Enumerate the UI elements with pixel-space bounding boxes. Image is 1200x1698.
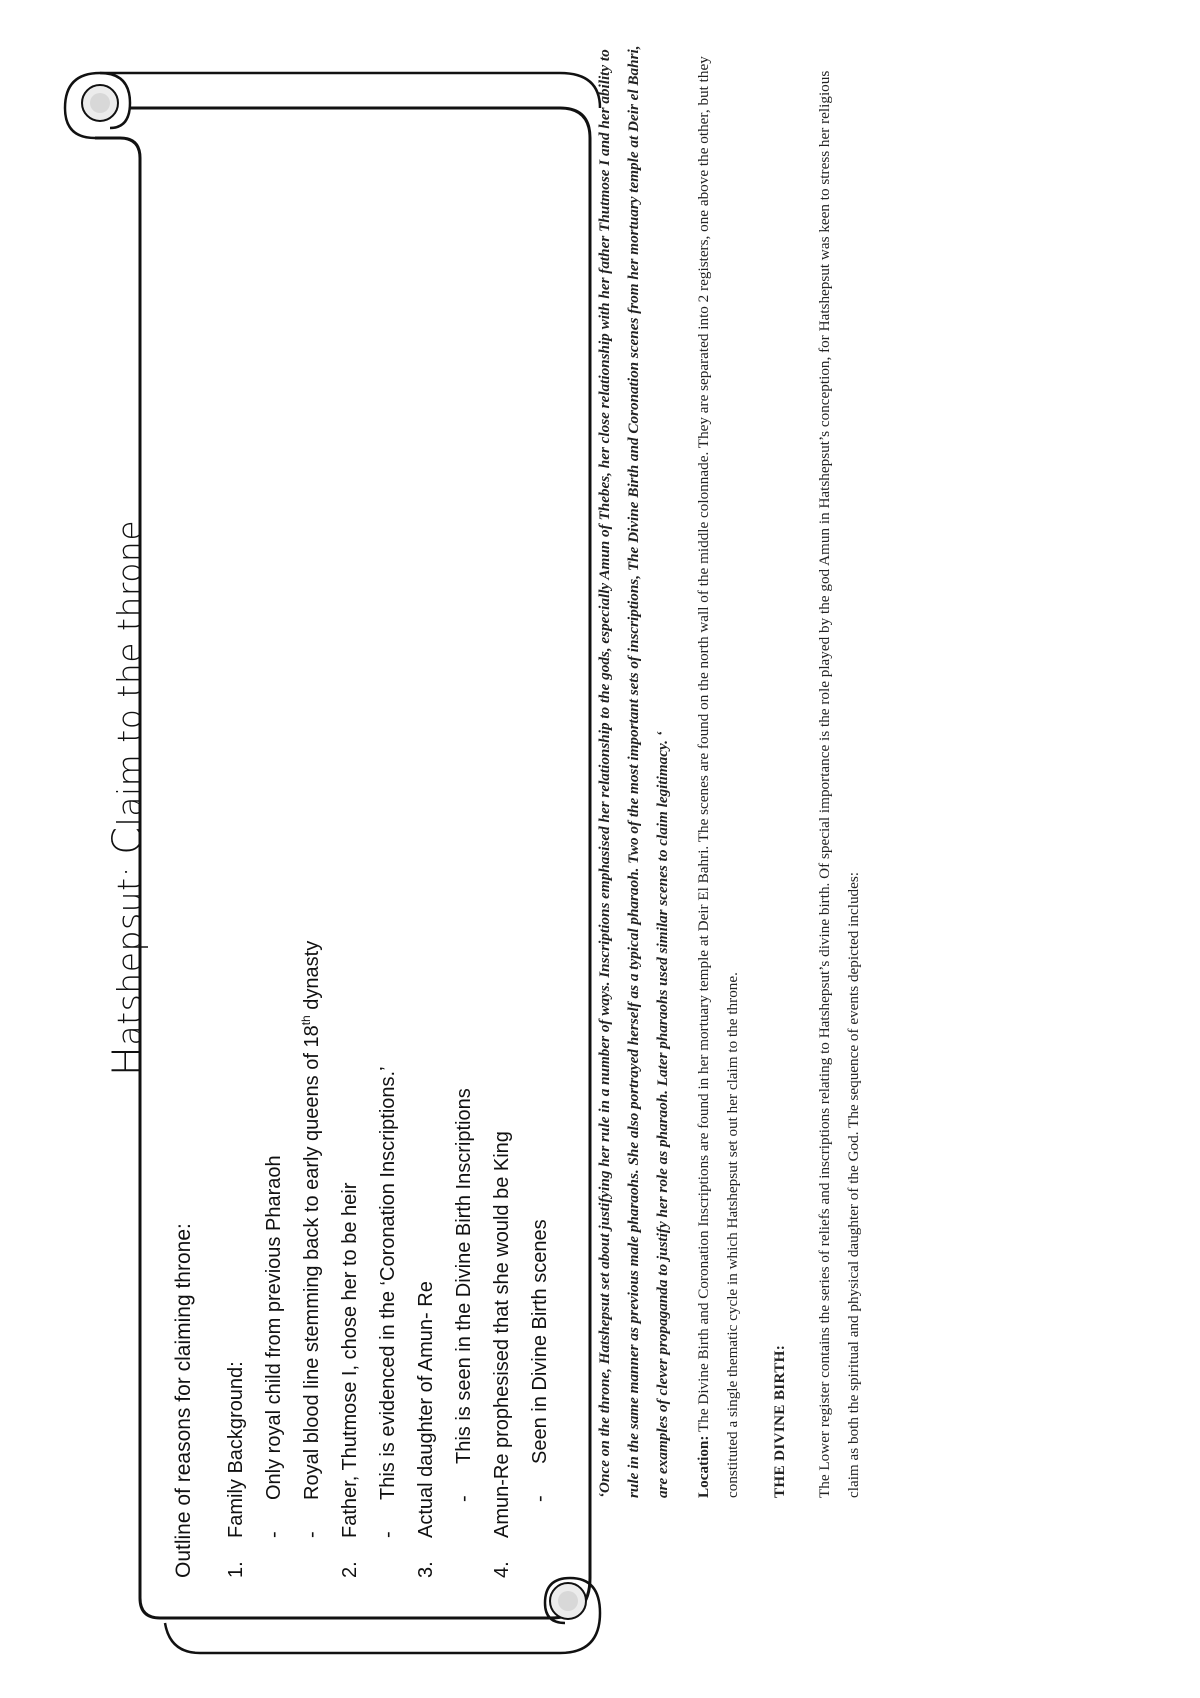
list-item: - This is evidenced in the ‘Coronation Inscriptions.’ — [377, 1066, 399, 1538]
list-item: 1. Family Background: — [225, 1361, 247, 1578]
title-cap-1: H — [105, 1045, 151, 1077]
location-text: The Divine Birth and Coronation Inscriptions are found in her mortuary temple at Deir El Bahri. The scenes are found on the north wall of the middle colonnade. They are separated into 2 registers, one above the other, but they constituted a single thematic cycle in which Hatshepsut set out her claim to the throne. — [695, 56, 741, 1498]
outline-heading: Outline of reasons for claiming throne: — [172, 1223, 195, 1578]
scroll-left-roll — [165, 1623, 560, 1653]
title-part-1: atshepsut: — [110, 854, 149, 1046]
title-part-2: laim to the throne — [110, 519, 149, 827]
list-item: - Only royal child from previous Pharaoh — [263, 1155, 285, 1538]
list-item: - This is seen in the Divine Birth Inscriptions — [453, 1088, 475, 1502]
list-item: - Royal blood line stemming back to early queens of 18th dynasty — [299, 940, 323, 1538]
list-item: - Seen in Divine Birth scenes — [529, 1219, 551, 1502]
body-text — [590, 43, 880, 1498]
section-heading: THE DIVINE BIRTH: — [771, 1344, 788, 1498]
divine-birth-paragraph: The Lower register contains the series of reliefs and inscriptions relating to Hatshepsut’s divine birth. Of special importance is the role played by the god Amun in Hatshepsut’s conception, for Hatshepsut was keen to stress her religious claim as both the spiritual and physical daughter of the God. The sequence of events depicted includes: — [816, 70, 862, 1498]
scroll-content — [165, 218, 559, 1578]
quote-paragraph: ‘Once on the throne, Hatshepsut set about justifying her rule in a number of ways. Inscriptions emphasised her relationship to the gods, especially Amun of Thebes, her close relationship with her father Thutmose I and her ability to rule in the same manner as previous male pharaohs. She also portrayed herself as a typical pharaoh. Two of the most important sets of inscriptions, The Divine Birth and Coronation scenes from her mortuary temple at Deir el Bahri, are examples of clever propaganda to justify her role as pharaoh. Later pharaohs used similar scenes to claim legitimacy. ‘ — [596, 45, 671, 1498]
location-paragraph — [689, 43, 747, 1498]
list-item: 3. Actual daughter of Amun- Re — [415, 1281, 437, 1578]
list-item: 2. Father, Thutmose I, chose her to be heir — [339, 1182, 361, 1578]
title-cap-2: C — [105, 826, 151, 855]
location-label: Location: — [695, 1435, 712, 1498]
list-item: 4. Amun-Re prophesised that she would be King — [491, 1131, 513, 1578]
